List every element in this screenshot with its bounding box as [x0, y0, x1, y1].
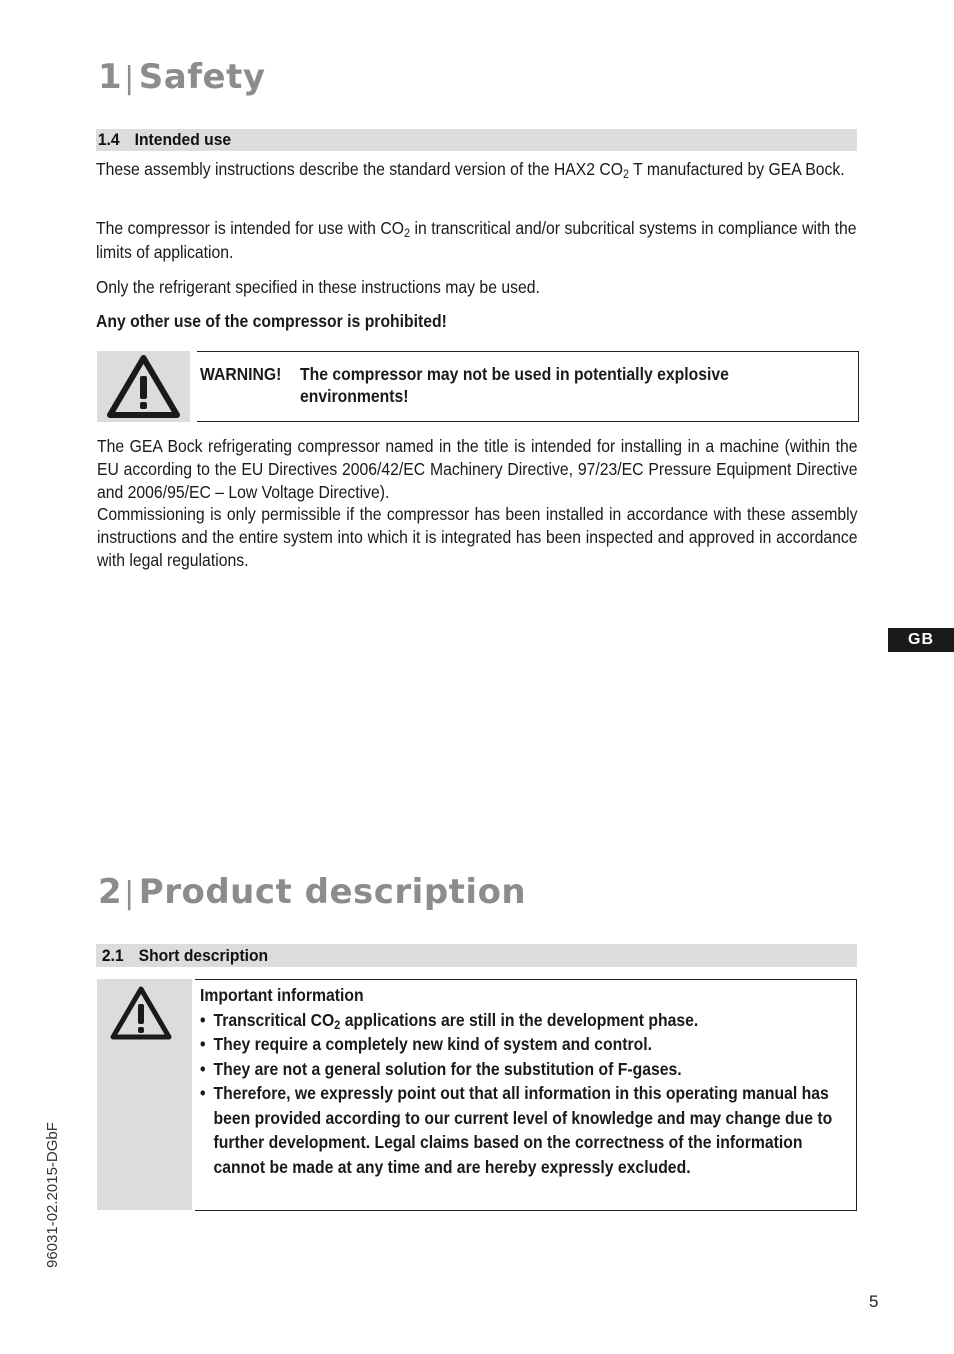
page-number: 5 — [869, 1292, 879, 1311]
chapter-2-number: 2 — [98, 872, 123, 912]
warning-icon-box — [97, 351, 190, 422]
section-1-4-number: 1.4 — [97, 130, 120, 149]
section-2-1-title: Short description — [138, 946, 269, 965]
chapter-2-heading: 2| Product description — [98, 872, 527, 912]
section-1-4-title: Intended use — [134, 130, 232, 149]
section-2-1-number: 2.1 — [101, 946, 124, 965]
list-item: • They require a completely new kind of system and control. — [200, 1032, 857, 1057]
list-item: • They are not a general solution for the substitution of F-gases. — [200, 1057, 857, 1082]
list-item: • Transcritical $CO_2$ applications are still in the development phase. — [200, 1008, 857, 1033]
document-number: 96031-02.2015-DGbF — [44, 1122, 61, 1268]
important-info-content — [200, 983, 857, 1179]
list-item: • Therefore, we expressly point out that all information in this operating manual has been provided according to our current level of knowledge and may change due to further development. Legal claims based on the correctness of the information cannot be made at any time and are hereby expressly excluded. — [200, 1081, 857, 1179]
paragraph-intro: These assembly instructions describe the standard version of the HAX2 $CO_2$ T manufactured by GEA Bock. — [96, 159, 845, 181]
paragraph-refrigerant: Only the refrigerant specified in these instructions may be used. — [96, 277, 540, 297]
chapter-2-title: Product description — [138, 872, 527, 912]
chapter-1-title: Safety — [138, 57, 266, 97]
important-info-list — [200, 1008, 857, 1180]
chapter-1-number: 1 — [98, 57, 123, 97]
paragraph-prohibited: Any other use of the compressor is prohibited! — [96, 311, 447, 331]
paragraph-intended-use: The compressor is intended for use with $CO_2$ in transcritical and/or subcritical systems in compliance with the limits of application. — [96, 218, 857, 262]
warning-label: WARNING! — [200, 364, 282, 384]
warning-text: The compressor may not be used in potentially explosive environments! — [300, 364, 729, 406]
paragraph-machine: The GEA Bock refrigerating compressor named in the title is intended for installing in a machine (within the EU according to the EU Directives 2006/42/EC Machinery Directive, 97/23/EC Pressure Equipment Directive and 2006/95/EC – Low Voltage Directive). — [97, 436, 858, 502]
section-2-1-heading — [100, 944, 854, 967]
info-icon-box — [97, 979, 192, 1210]
warning-triangle-icon — [97, 979, 192, 1049]
language-tab: GB — [888, 628, 954, 652]
paragraph-commissioning: Commissioning is only permissible if the compressor has been installed in accordance with these assembly instructions and the entire system into which it is integrated has been inspected and approved in accordance with legal regulations. — [97, 504, 858, 570]
warning-triangle-icon — [97, 351, 190, 422]
important-info-title: Important information — [200, 985, 364, 1005]
chapter-1-heading: 1| Safety — [98, 57, 266, 97]
section-1-4-heading — [96, 129, 850, 151]
